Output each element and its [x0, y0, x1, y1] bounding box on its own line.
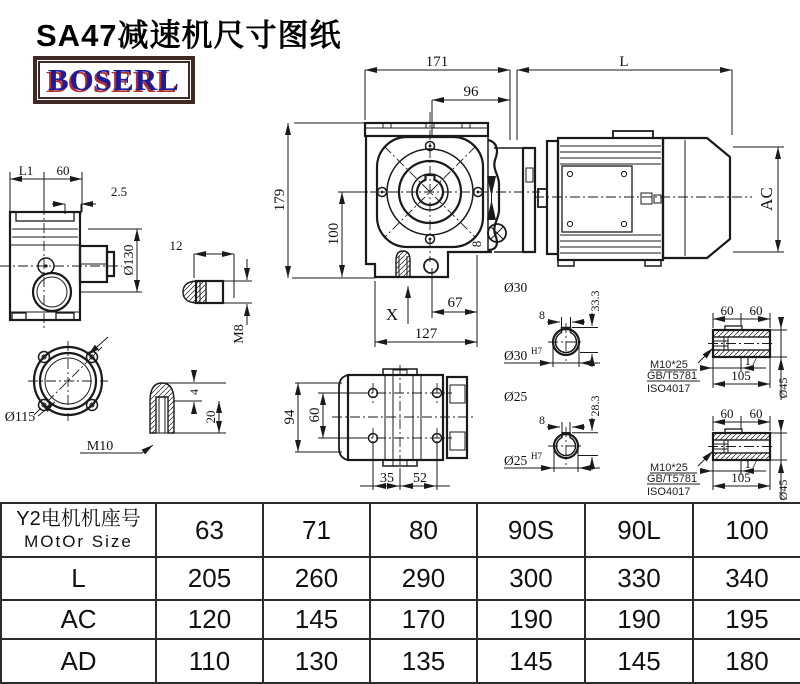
- cell-L-71: 260: [263, 557, 370, 600]
- m8-plug-detail: [170, 238, 253, 344]
- label-m10: M10: [86, 439, 114, 454]
- dim-60b-label: 60: [307, 407, 323, 423]
- table-row-AC: [1, 600, 800, 639]
- dim-127-label: 127: [414, 326, 438, 342]
- dim-67-label: 67: [447, 295, 463, 311]
- dim-12-label: 12: [169, 238, 183, 253]
- cell-AD-100: 180: [693, 639, 800, 683]
- dim-o130-label: Ø130: [122, 244, 137, 276]
- front-view-motor: [534, 131, 752, 266]
- dim-20-label: 20: [203, 410, 218, 424]
- bottom-view: [282, 365, 475, 490]
- bore-detail-25: [504, 389, 602, 472]
- front-view-dimensions: [272, 54, 784, 347]
- dim-8a-label: 8: [539, 308, 545, 322]
- note-gb5781-1: GB/T5781: [647, 370, 698, 382]
- note-iso4017-2: ISO4017: [647, 486, 691, 498]
- dim-o45-1-label: Ø45: [776, 377, 790, 399]
- dim-94-label: 94: [282, 409, 298, 425]
- side-view: [0, 163, 142, 328]
- dim-60a2-label: 60: [720, 406, 734, 421]
- cell-AC-90S: 190: [477, 600, 585, 639]
- label-o30h7-sup: H7: [531, 346, 542, 356]
- dim-96-label: 96: [463, 84, 479, 100]
- col-90L: 90L: [585, 503, 693, 557]
- dim-4-label: 4: [187, 389, 201, 395]
- dim-17-1-label: 17: [744, 353, 758, 368]
- cell-L-80: 290: [370, 557, 477, 600]
- col-80: 80: [370, 503, 477, 557]
- front-key-width-label: 8: [469, 240, 484, 248]
- note-m10x25-1: M10*25: [650, 359, 688, 371]
- dim-8b-label: 8: [539, 413, 545, 427]
- cell-L-90L: 330: [585, 557, 693, 600]
- table-row-L: [1, 557, 800, 600]
- dim-o45-2-label: Ø45: [776, 479, 790, 501]
- cell-AC-100: 195: [693, 600, 800, 639]
- col-90S: 90S: [477, 503, 585, 557]
- dim-60-label: 60: [56, 163, 70, 178]
- front-view-gearbox: [352, 112, 540, 277]
- dim-33.3-label: 33.3: [588, 290, 602, 312]
- dim-2.5-label: 2.5: [110, 184, 128, 199]
- dim-100-label: 100: [326, 222, 342, 246]
- label-o30h7: Ø30: [504, 348, 528, 363]
- brand-logo-text: BOSERL: [48, 62, 180, 97]
- cell-AC-90L: 190: [585, 600, 693, 639]
- cell-AC-71: 145: [263, 600, 370, 639]
- cell-AD-90L: 145: [585, 639, 693, 683]
- dim-60a1-label: 60: [720, 303, 734, 318]
- label-o25h7: Ø25: [504, 453, 528, 468]
- page-title: SA47减速机尺寸图纸: [36, 18, 342, 53]
- dim-60b2-label: 60: [749, 406, 763, 421]
- dim-AC-label: AC: [757, 187, 776, 211]
- table-row-AD: [1, 639, 800, 683]
- label-o115: Ø115: [4, 410, 36, 425]
- row-label-L: L: [1, 557, 156, 600]
- flange-view: [5, 337, 108, 425]
- col-100: 100: [693, 503, 800, 557]
- cell-AD-80: 135: [370, 639, 477, 683]
- header-motor-size-cn: Y2电机机座号: [16, 508, 141, 530]
- row-label-AD: AD: [1, 639, 156, 683]
- header-motor-size-en: MOtOr Size: [24, 532, 133, 551]
- cell-L-100: 340: [693, 557, 800, 600]
- note-m10x25-2: M10*25: [650, 462, 688, 474]
- dim-60b1-label: 60: [749, 303, 763, 318]
- table-header-row: [1, 503, 800, 557]
- note-gb5781-2: GB/T5781: [647, 473, 698, 485]
- label-o30: Ø30: [504, 280, 528, 295]
- dim-52-label: 52: [413, 471, 427, 486]
- dim-105-2-label: 105: [731, 470, 751, 485]
- cell-L-63: 205: [156, 557, 263, 600]
- dim-28.3-label: 28.3: [588, 395, 602, 417]
- bore-detail-30: [504, 291, 602, 368]
- header-motor-size-cell: [1, 503, 156, 557]
- cell-AC-80: 170: [370, 600, 477, 639]
- cell-AC-63: 120: [156, 600, 263, 639]
- dim-X-label: X: [385, 305, 399, 324]
- dim-L1-label: L1: [18, 163, 34, 178]
- motor-size-table: [0, 502, 800, 684]
- shaft-detail-2: [647, 406, 790, 500]
- dim-105-1-label: 105: [731, 368, 751, 383]
- label-o25: Ø25: [504, 389, 528, 404]
- note-iso4017-1: ISO4017: [647, 383, 691, 395]
- dim-35-label: 35: [380, 471, 394, 486]
- dim-17-2-label: 17: [744, 456, 758, 471]
- col-63: 63: [156, 503, 263, 557]
- dim-L-label: L: [619, 54, 629, 70]
- col-71: 71: [263, 503, 370, 557]
- dim-171-label: 171: [425, 54, 449, 70]
- row-label-AC: AC: [1, 600, 156, 639]
- cell-L-90S: 300: [477, 557, 585, 600]
- shaft-detail-1: [647, 303, 790, 400]
- dim-179-label: 179: [272, 188, 288, 212]
- cell-AD-63: 110: [156, 639, 263, 683]
- label-m8: M8: [232, 324, 247, 344]
- cell-AD-71: 130: [263, 639, 370, 683]
- label-o25h7-sup: H7: [531, 451, 542, 461]
- cell-AD-90S: 145: [477, 639, 585, 683]
